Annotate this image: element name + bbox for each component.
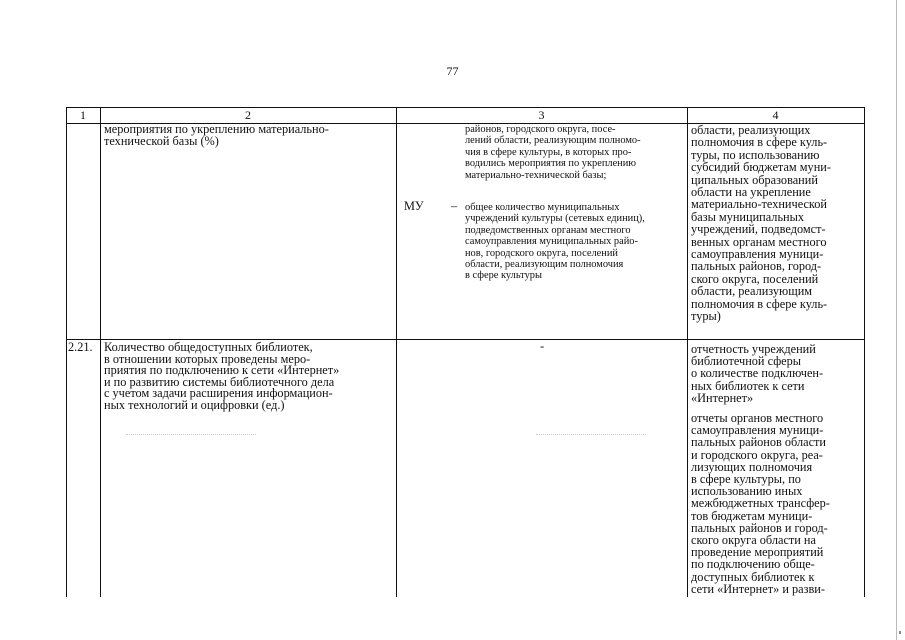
row1-col4-line: ского округа, поселений: [691, 271, 819, 286]
row1-indicator-cell: [104, 124, 392, 147]
row2-col4b-line: отчеты органов местного: [691, 411, 824, 425]
header-col-2: 2: [245, 108, 251, 122]
row1-col4-line: субсидий бюджетам муни-: [691, 160, 831, 175]
row2-col4a-line: о количестве подключен-: [691, 366, 824, 381]
row2-col2-line: ных технологий и оцифровки (ед.): [104, 397, 285, 412]
row2-source-b: [691, 412, 863, 595]
row2-col4b-line: сети «Интернет» и разви-: [691, 581, 825, 596]
row1-mu-label: МУ: [404, 199, 424, 213]
row1-col4-line: полномочия в сфере куль-: [691, 135, 828, 150]
row1-col4-line: туры, по использованию: [691, 147, 820, 162]
row2-col2-line: с учетом задачи расширения информацион-: [104, 386, 333, 401]
row1-col4-line: области, реализующих: [691, 123, 811, 137]
row2-col4b-line: лизующих полномочия: [691, 459, 813, 474]
scan-artifact: [126, 434, 256, 436]
row2-col4b-line: пальных районов и город-: [691, 520, 828, 535]
table-row: [66, 339, 865, 597]
header-col-4: 4: [772, 108, 779, 122]
row2-col4b-line: в сфере культуры, по: [691, 472, 801, 487]
scan-artifact: [899, 631, 901, 634]
row2-col4b-line: и городского округа, реа-: [691, 447, 823, 462]
row1-col2-line: технической базы (%): [104, 133, 219, 148]
row2-col4b-line: самоуправления муници-: [691, 423, 824, 438]
row2-col4b-line: ского округа области на: [691, 533, 816, 548]
row2-indicator-cell: [104, 342, 394, 412]
row1-col3-line: самоуправления муниципальных райо-: [465, 236, 638, 248]
scan-edge-line: [896, 0, 897, 640]
row1-formula-bottom: [465, 202, 685, 282]
row2-number: 2.21.: [68, 340, 93, 354]
row1-dash: –: [451, 199, 458, 213]
row1-col2-line: мероприятия по укреплению материально-: [104, 122, 329, 136]
row1-col4-line: самоуправления муници-: [691, 247, 824, 262]
row2-col4a-line: ных библиотек к сети: [691, 378, 805, 393]
row1-col4-line: полномочия в сфере куль-: [691, 296, 828, 311]
row2-col4a-line: отчетность учреждений: [691, 342, 816, 356]
row1-col3-line: чия в сфере культуры, в которых про-: [465, 146, 632, 158]
row2-col4b-line: межбюджетных трансфер-: [691, 496, 830, 511]
row1-col3-line: в сфере культуры: [465, 270, 542, 282]
header-col-3: 3: [538, 108, 545, 122]
row1-col3-line: водились мероприятия по укреплению: [465, 158, 637, 170]
row1-col4-line: базы муниципальных: [691, 209, 805, 224]
row2-source-a: [691, 343, 863, 404]
row2-col4b-line: пальных районов области: [691, 435, 827, 450]
row1-col4-line: материально-технической: [691, 197, 827, 212]
row1-col3-line: материально-технической базы;: [465, 169, 607, 181]
row2-formula-dash: -: [539, 339, 545, 353]
row1-col4-line: туры): [691, 309, 721, 324]
row1-col4-line: пальных районов, город-: [691, 259, 822, 274]
scan-artifact: [536, 434, 646, 436]
row1-col4-line: области на укрепление: [691, 185, 811, 200]
row2-col4b-line: проведение мероприятий: [691, 545, 824, 560]
row1-col4-line: ципальных образований: [691, 172, 818, 187]
row1-col4-line: учреждений, подведомст-: [691, 222, 826, 237]
data-table: [66, 107, 865, 597]
row1-col3-line: подведомственных органам местного: [465, 224, 631, 236]
row2-col4b-line: доступных библиотек к: [691, 569, 815, 584]
row2-col2-line: в отношении которых проведены меро-: [104, 351, 311, 366]
row2-col4a-line: «Интернет»: [691, 390, 754, 405]
row1-col3-line: районов, городского округа, посе-: [465, 124, 616, 135]
row2-col4b-line: по подключению обще-: [691, 557, 815, 572]
row2-col4b-line: использованию иных: [691, 484, 803, 499]
row2-col2-line: Количество общедоступных библиотек,: [104, 340, 313, 354]
page-number: 77: [446, 64, 459, 78]
row1-formula-top: [465, 124, 685, 181]
header-col-1: 1: [80, 108, 86, 122]
row1-col3-line: лений области, реализующим полномо-: [465, 135, 641, 147]
row1-col3-line: учреждений культуры (сетевых единиц),: [465, 213, 645, 225]
row2-col2-line: и по развитию системы библиотечного дела: [104, 374, 335, 389]
row1-col4-line: области, реализующим: [691, 284, 813, 299]
row1-col3-line: нов, городского округа, поселений: [465, 247, 618, 259]
row1-source-cell: [691, 124, 863, 323]
row2-col4b-line: тов бюджетам муници-: [691, 508, 813, 523]
row2-col4a-line: библиотечной сферы: [691, 354, 802, 369]
row1-col3-line: общее количество муниципальных: [465, 202, 620, 213]
row2-col2-line: приятия по подключению к сети «Интернет»: [104, 363, 340, 378]
table-row: [66, 122, 865, 340]
row1-col4-line: венных органам местного: [691, 234, 827, 249]
row1-col3-line: области, реализующим полномочия: [465, 259, 624, 271]
